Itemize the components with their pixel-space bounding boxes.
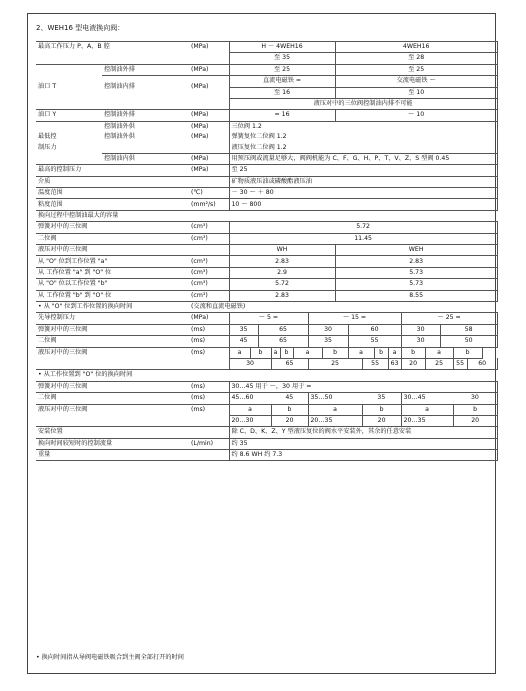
row-switch1-hyd-values: 30 65 25 55 63 20 25 55 60 <box>36 358 497 369</box>
row-volume-two: 二位阀 (cm³) 11.45 <box>36 233 497 244</box>
row-medium: 介质 矿物质液压油或磷酸酯液压油 <box>36 176 497 187</box>
row-switch1-title: • 从 "O" 位到工作位置的换向时间 (交流和直流电磁铁) <box>36 301 497 312</box>
row-switch1-two: 二位阀 (ms) 45 65 35 55 30 50 <box>36 336 497 347</box>
row-viscosity: 粘度范围 (mm²/s) 10 ～ 800 <box>36 199 497 210</box>
row-switch1-spring: 弹簧对中的三位阀 (ms) 35 65 30 60 30 58 <box>36 324 497 335</box>
row-max-pressure-values: 至 35 至 28 <box>36 53 497 64</box>
row-port-t-int-head: 控制油内排 (MPa) 直流电磁铁 = 交流电磁铁 ～ <box>36 76 497 87</box>
row-min-pressure-2: 最低控 控制油外供 (MPa) 弹簧复位二位阀 1.2 <box>36 132 497 142</box>
row-switch2-hyd-ab: 液压对中的三位阀 (ms) a b a b a b <box>36 404 497 415</box>
row-port-t-note: 液压对中的三位阀控制油内排不可能 <box>36 98 497 109</box>
section-heading: 2、WEH16 型电液换向阀： <box>36 24 125 32</box>
row-control-flow: 换向时间较短时的控制流量 (L/min) 约 35 <box>36 438 497 449</box>
row-max-control-pressure: 最高的控制压力 (MPa) 至 25 <box>36 165 497 176</box>
row-switch1-hyd-ab: 液压对中的三位阀 (ms) a b a b a b a b a b a b <box>36 347 497 358</box>
row-switch2-two: 二位阀 (ms) 45…60 45 35…50 35 30…45 30 <box>36 393 497 404</box>
row-port-t-int-values: 至 16 至 10 <box>36 87 497 98</box>
row-volume-hyd: 液压对中的三位阀 WH WEH <box>36 245 497 256</box>
row-min-pressure-1: 控制油外供 (MPa) 三位阀 1.2 <box>36 121 497 132</box>
row-volume-0b: 从 "O" 位以工作位置 "b" (cm³) 5.72 5.73 <box>36 279 497 290</box>
row-temperature: 温度范围 (℃) － 30 ～ ＋ 80 <box>36 188 497 199</box>
row-mounting: 安装位置 除 C、D、K、Z、Y 型液压复位的阀水平安装外，其余的任意安装 <box>36 427 497 438</box>
row-weight: 重量 约 8.6 WH 约 7.3 <box>36 450 497 461</box>
row-volume-0a: 从 "O" 位到工作位置 "a" (cm³) 2.83 2.83 <box>36 256 497 267</box>
row-switch2-spring: 弹簧对中的三位阀 (ms) 30…45 用于 ～，30 用于 = <box>36 381 497 392</box>
row-port-y: 油口 Y 控制油外排 (MPa) = 16 ～ 10 <box>36 110 497 121</box>
spec-table <box>36 41 498 461</box>
row-volume-b0: 从 工作位置 "b" 到 "O" 位 (cm³) 2.83 8.55 <box>36 290 497 301</box>
row-min-pressure-3: 制压力 液压复位二位阀 1.2 <box>36 143 497 154</box>
row-switch2-title: • 从工作位置到 "O" 位的换向时间 <box>36 370 497 381</box>
row-switch2-hyd-values: 20…30 20 20…35 20 20…35 20 <box>36 415 497 426</box>
row-max-pressure: 最高工作压力 P、A、B 腔 (MPa) H － 4WEH16 4WEH16 <box>36 42 497 53</box>
row-volume-title: 换向过程中控制油最大的容量 <box>36 210 497 221</box>
row-min-pressure-4: 控制油内供 (MPa) 用预压阀或流量足够大，阀阀机能为 C、F、G、H、P、T、V、Z、S 型阀 0.45 <box>36 153 497 164</box>
row-pilot-pressure: 先导控制压力 (MPa) ～ 5 = ～ 15 = ～ 25 = <box>36 313 497 324</box>
row-volume-spring: 弹簧对中的三位阀 (cm³) 5.72 <box>36 222 497 233</box>
row-port-t-ext: 油口 T 控制油外排 (MPa) 至 25 至 25 <box>36 64 497 75</box>
row-volume-a0: 从 工作位置 "a" 到 "O" 位 (cm³) 2.9 5.73 <box>36 267 497 278</box>
footnote: • 换向时间指从导阀电磁铁吸合到主阀全部打开的时间 <box>36 654 184 661</box>
